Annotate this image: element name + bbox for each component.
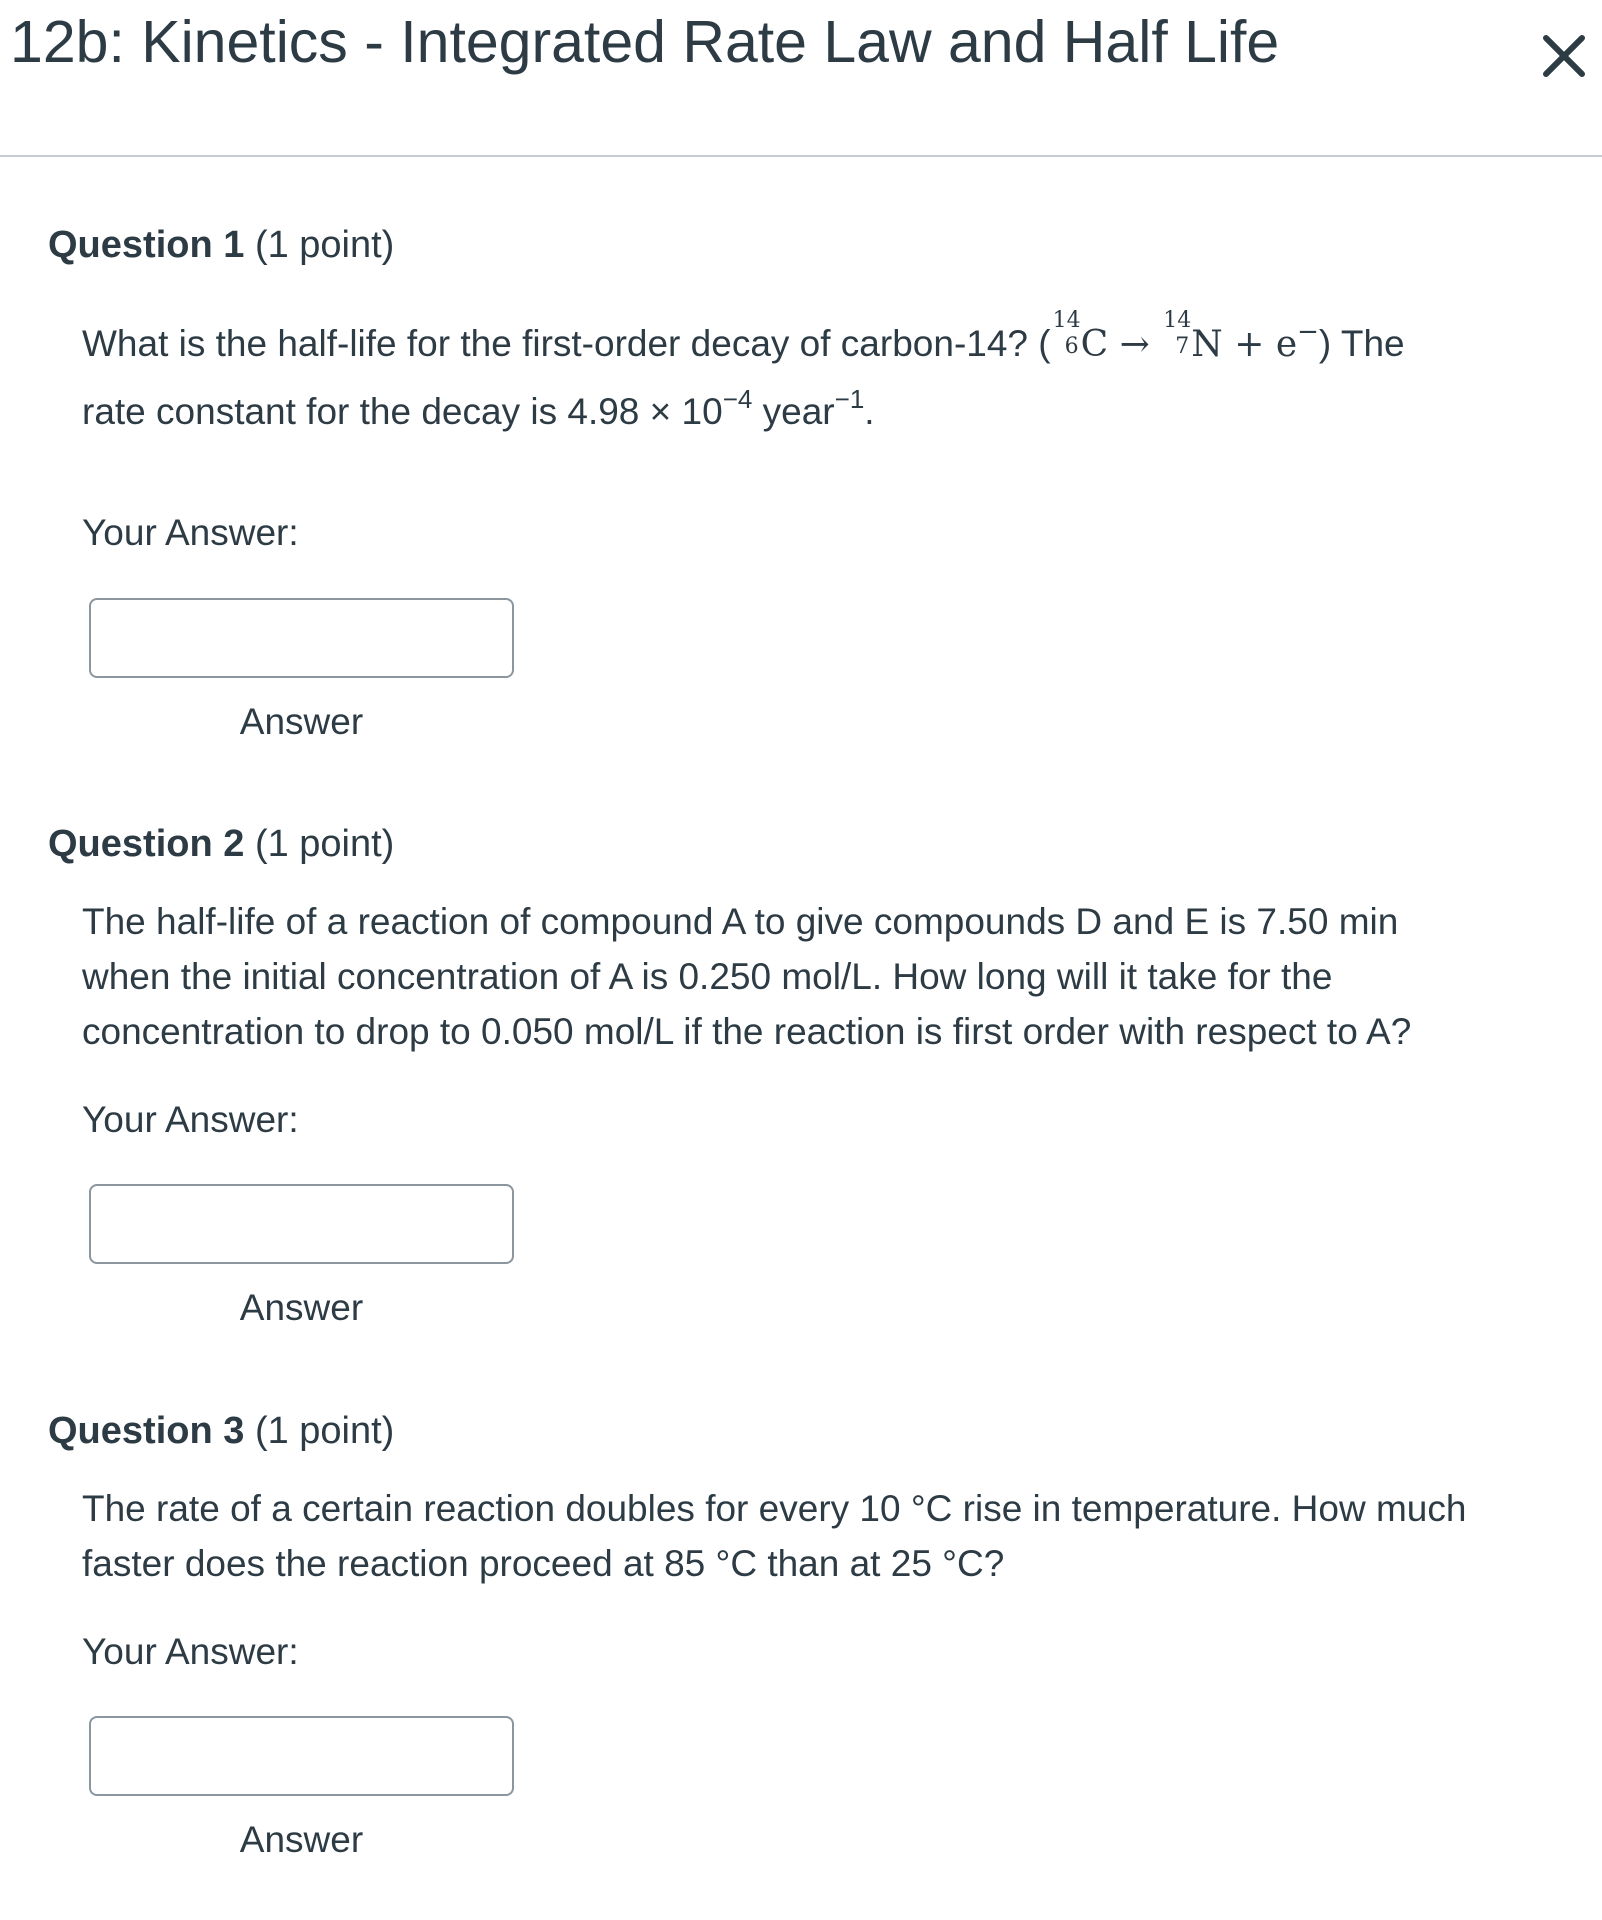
- plus-sign: +: [1234, 324, 1265, 365]
- question-3-line-1: The rate of a certain reaction doubles for every 10 °C rise in temperature. How much: [82, 1488, 1467, 1529]
- question-number: Question 3: [48, 1410, 245, 1452]
- electron-symbol: e: [1275, 324, 1298, 365]
- atomic-number: 7: [1175, 334, 1190, 359]
- question-3-text: [82, 1481, 1582, 1591]
- exponent: −1: [834, 384, 865, 414]
- question-text-segment: .: [864, 391, 875, 432]
- question-text-segment: What is the half-life for the first-order decay of carbon-14? (: [82, 323, 1051, 364]
- question-1-line-1: [82, 308, 1582, 376]
- question-points: (1 point): [254, 823, 395, 865]
- mass-number: 14: [1052, 308, 1081, 333]
- answer-input-3[interactable]: [89, 1716, 514, 1796]
- mass-number: 14: [1163, 308, 1192, 333]
- your-answer-label: Your Answer:: [82, 1631, 299, 1672]
- question-text-segment: rate constant for the decay is 4.98 × 10: [82, 391, 723, 432]
- your-answer-label: Your Answer:: [82, 512, 299, 553]
- unit-text: year: [752, 391, 835, 432]
- answer-input-2[interactable]: [89, 1184, 514, 1264]
- nuclear-equation: [1051, 308, 1319, 365]
- element-symbol: N: [1191, 324, 1223, 365]
- question-2-line-3: concentration to drop to 0.050 mol/L if the reaction is first order with respect to A?: [82, 1011, 1412, 1052]
- exponent: −4: [722, 384, 753, 414]
- question-number: Question 1: [48, 224, 245, 266]
- question-text-segment: ) The: [1318, 323, 1405, 364]
- modal-header: [0, 0, 1602, 157]
- question-2-text: [82, 894, 1582, 1059]
- page-title: 12b: Kinetics - Integrated Rate Law and Half Life: [10, 9, 1280, 75]
- electron-charge: −: [1297, 317, 1319, 347]
- question-number: Question 2: [48, 823, 245, 865]
- question-2-line-2: when the initial concentration of A is 0.250 mol/L. How long will it take for the: [82, 956, 1333, 997]
- nuclide-nitrogen: [1161, 308, 1192, 359]
- nuclide-carbon: [1051, 308, 1081, 359]
- question-1-line-2: [82, 384, 1582, 443]
- question-points: (1 point): [254, 224, 395, 266]
- atomic-number: 6: [1064, 334, 1079, 359]
- close-button[interactable]: [1536, 26, 1594, 84]
- question-3-line-2: faster does the reaction proceed at 85 °C than at 25 °C?: [82, 1543, 1005, 1584]
- question-2-line-1: The half-life of a reaction of compound A to give compounds D and E is 7.50 min: [82, 901, 1399, 942]
- your-answer-label: Your Answer:: [82, 1099, 299, 1140]
- question-points: (1 point): [254, 1410, 395, 1452]
- answer-label: Answer: [239, 1819, 364, 1860]
- answer-label: Answer: [239, 1287, 364, 1328]
- question-2-header: [48, 821, 394, 867]
- close-icon: [1536, 26, 1594, 84]
- answer-input-1[interactable]: [89, 598, 514, 678]
- question-3-header: [48, 1408, 394, 1454]
- question-1-text: [82, 308, 1582, 443]
- element-symbol: C: [1080, 324, 1109, 365]
- answer-label: Answer: [239, 701, 364, 742]
- reaction-arrow: →: [1119, 324, 1150, 365]
- question-1-header: [48, 222, 394, 268]
